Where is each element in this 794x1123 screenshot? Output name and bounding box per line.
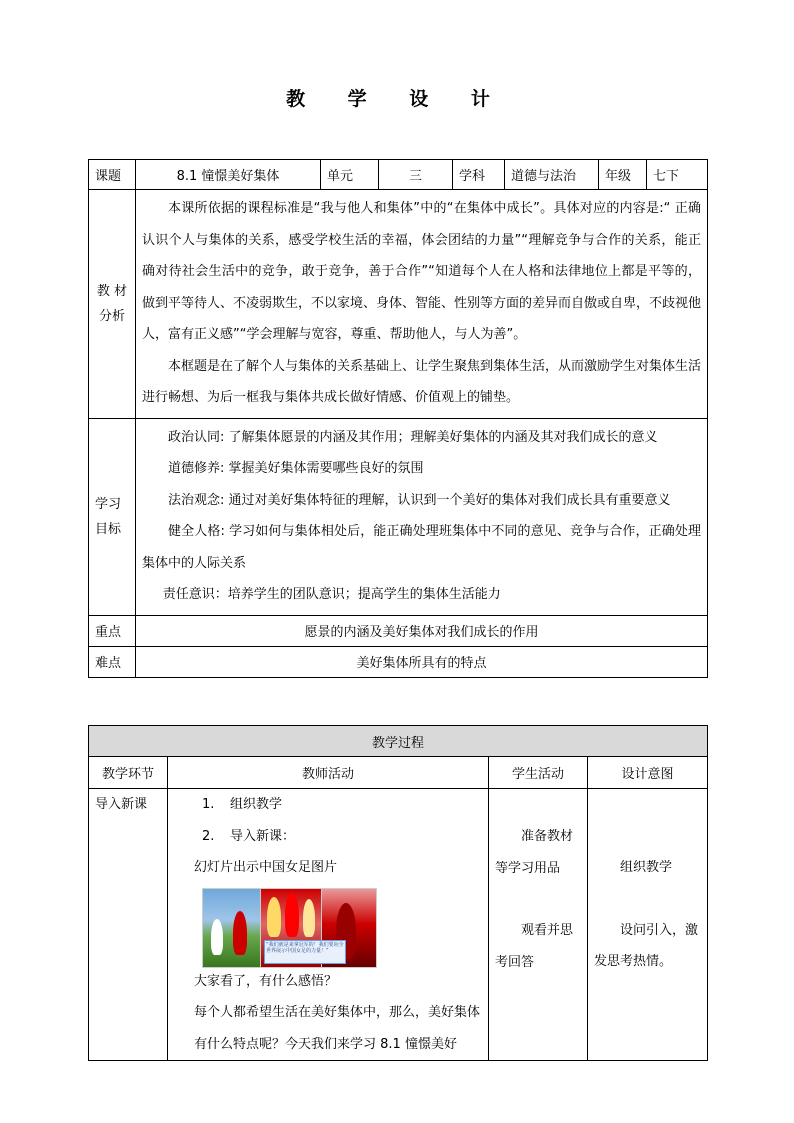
intent-2: 设问引入，激发思考热情。 xyxy=(594,922,699,969)
lesson-info-table xyxy=(88,159,708,678)
analysis-paragraph: 本课所依据的课程标准是“我与他人和集体”中的“在集体中成长”。具体对应的内容是:“ 正确认识个人与集体的关系，感受学校生活的幸福，体会团结的力量”“理解竞争与合作的关系，能正确对待社会生活中的竞争，敢于竞争，善于合作”“知道每个人在人格和法律地位上都是平等的，做到平等待人、不凌弱欺生，不以家境、身体、智能、性别等方面的差异而自傲或自卑，不歧视他人，富有正义感”“学会理解与宽容，尊重、帮助他人，与人为善”。 xyxy=(142,201,702,342)
key-point-row xyxy=(89,615,708,646)
key-point-label: 重点 xyxy=(89,615,136,646)
subject-label: 学科 xyxy=(453,160,505,190)
photo-caption: “我们就是来拿冠军的！我们要向全世界展示中国女足的力量！” xyxy=(264,940,346,964)
analysis-label: 教 材 分析 xyxy=(89,190,136,419)
difficulty-value: 美好集体所具有的特点 xyxy=(136,646,708,677)
goal-item: 健全人格: 学习如何与集体相处后，能正确处理班集体中不同的意见、竞争与合作，正确处理集体中的人际关系 xyxy=(142,524,701,571)
stage-cell: 导入新课 xyxy=(89,789,168,1061)
document-title: 教 学 设 计 xyxy=(286,88,508,110)
womens-football-photo xyxy=(202,888,375,966)
grade-value: 七下 xyxy=(647,160,708,190)
goals-row xyxy=(89,418,708,615)
analysis-content xyxy=(136,190,708,419)
design-intent xyxy=(588,789,708,1061)
goal-item: 政治认同: 了解集体愿景的内涵及其作用；理解美好集体的内涵及其对我们成长的意义 xyxy=(168,429,658,445)
topic-value: 8.1 憧憬美好集体 xyxy=(136,160,321,190)
difficulty-label: 难点 xyxy=(89,646,136,677)
unit-value: 三 xyxy=(379,160,453,190)
goals-content xyxy=(136,418,708,615)
goal-item: 道德修养: 掌握美好集体需要哪些良好的氛围 xyxy=(168,461,424,476)
process-title: 教学过程 xyxy=(89,726,708,757)
grade-label: 年级 xyxy=(599,160,647,190)
goal-item: 法治观念: 通过对美好集体特征的理解，认识到一个美好的集体对我们成长具有重要意义 xyxy=(168,492,671,508)
analysis-row xyxy=(89,190,708,419)
process-title-row xyxy=(89,726,708,757)
goal-item: 责任意识：培养学生的团队意识；提高学生的集体生活能力 xyxy=(162,587,501,602)
student-step-2: 观看并思考回答 xyxy=(495,923,574,970)
question-text: 大家看了，有什么感悟？ xyxy=(194,973,338,989)
student-activity xyxy=(489,789,588,1061)
unit-label: 单元 xyxy=(321,160,379,190)
key-point-value: 愿景的内涵及美好集体对我们成长的作用 xyxy=(136,615,708,646)
column-header: 设计意图 xyxy=(588,757,708,789)
column-header: 学生活动 xyxy=(489,757,588,789)
header-row xyxy=(89,160,708,190)
subject-value: 道德与法治 xyxy=(505,160,599,190)
column-header: 教学环节 xyxy=(89,757,168,789)
goals-label: 学习 目标 xyxy=(89,418,136,615)
difficulty-row xyxy=(89,646,708,677)
intent-1: 组织教学 xyxy=(620,860,673,875)
closing-text: 每个人都希望生活在美好集体中，那么，美好集体有什么特点呢？今天我们来学习 8.1 憧憬美好 xyxy=(194,1005,481,1052)
column-header: 教师活动 xyxy=(168,757,489,789)
analysis-paragraph: 本框题是在了解个人与集体的关系基础上、让学生聚焦到集体生活，从而激励学生对集体生活进行畅想、为后一框我与集体共成长做好情感、价值观上的铺垫。 xyxy=(142,358,702,405)
intro-row xyxy=(89,789,708,1061)
teaching-process-table xyxy=(88,725,708,1061)
process-header-row xyxy=(89,757,708,789)
slide-text: 幻灯片出示中国女足图片 xyxy=(194,860,338,875)
step-2: 2. 导入新课： xyxy=(202,828,296,844)
teacher-activity xyxy=(168,789,489,1061)
student-step-1: 准备教材等学习用品 xyxy=(495,829,574,876)
photo-panel xyxy=(202,888,261,968)
topic-label: 课题 xyxy=(89,160,136,190)
step-1: 1. 组织教学 xyxy=(202,797,283,812)
